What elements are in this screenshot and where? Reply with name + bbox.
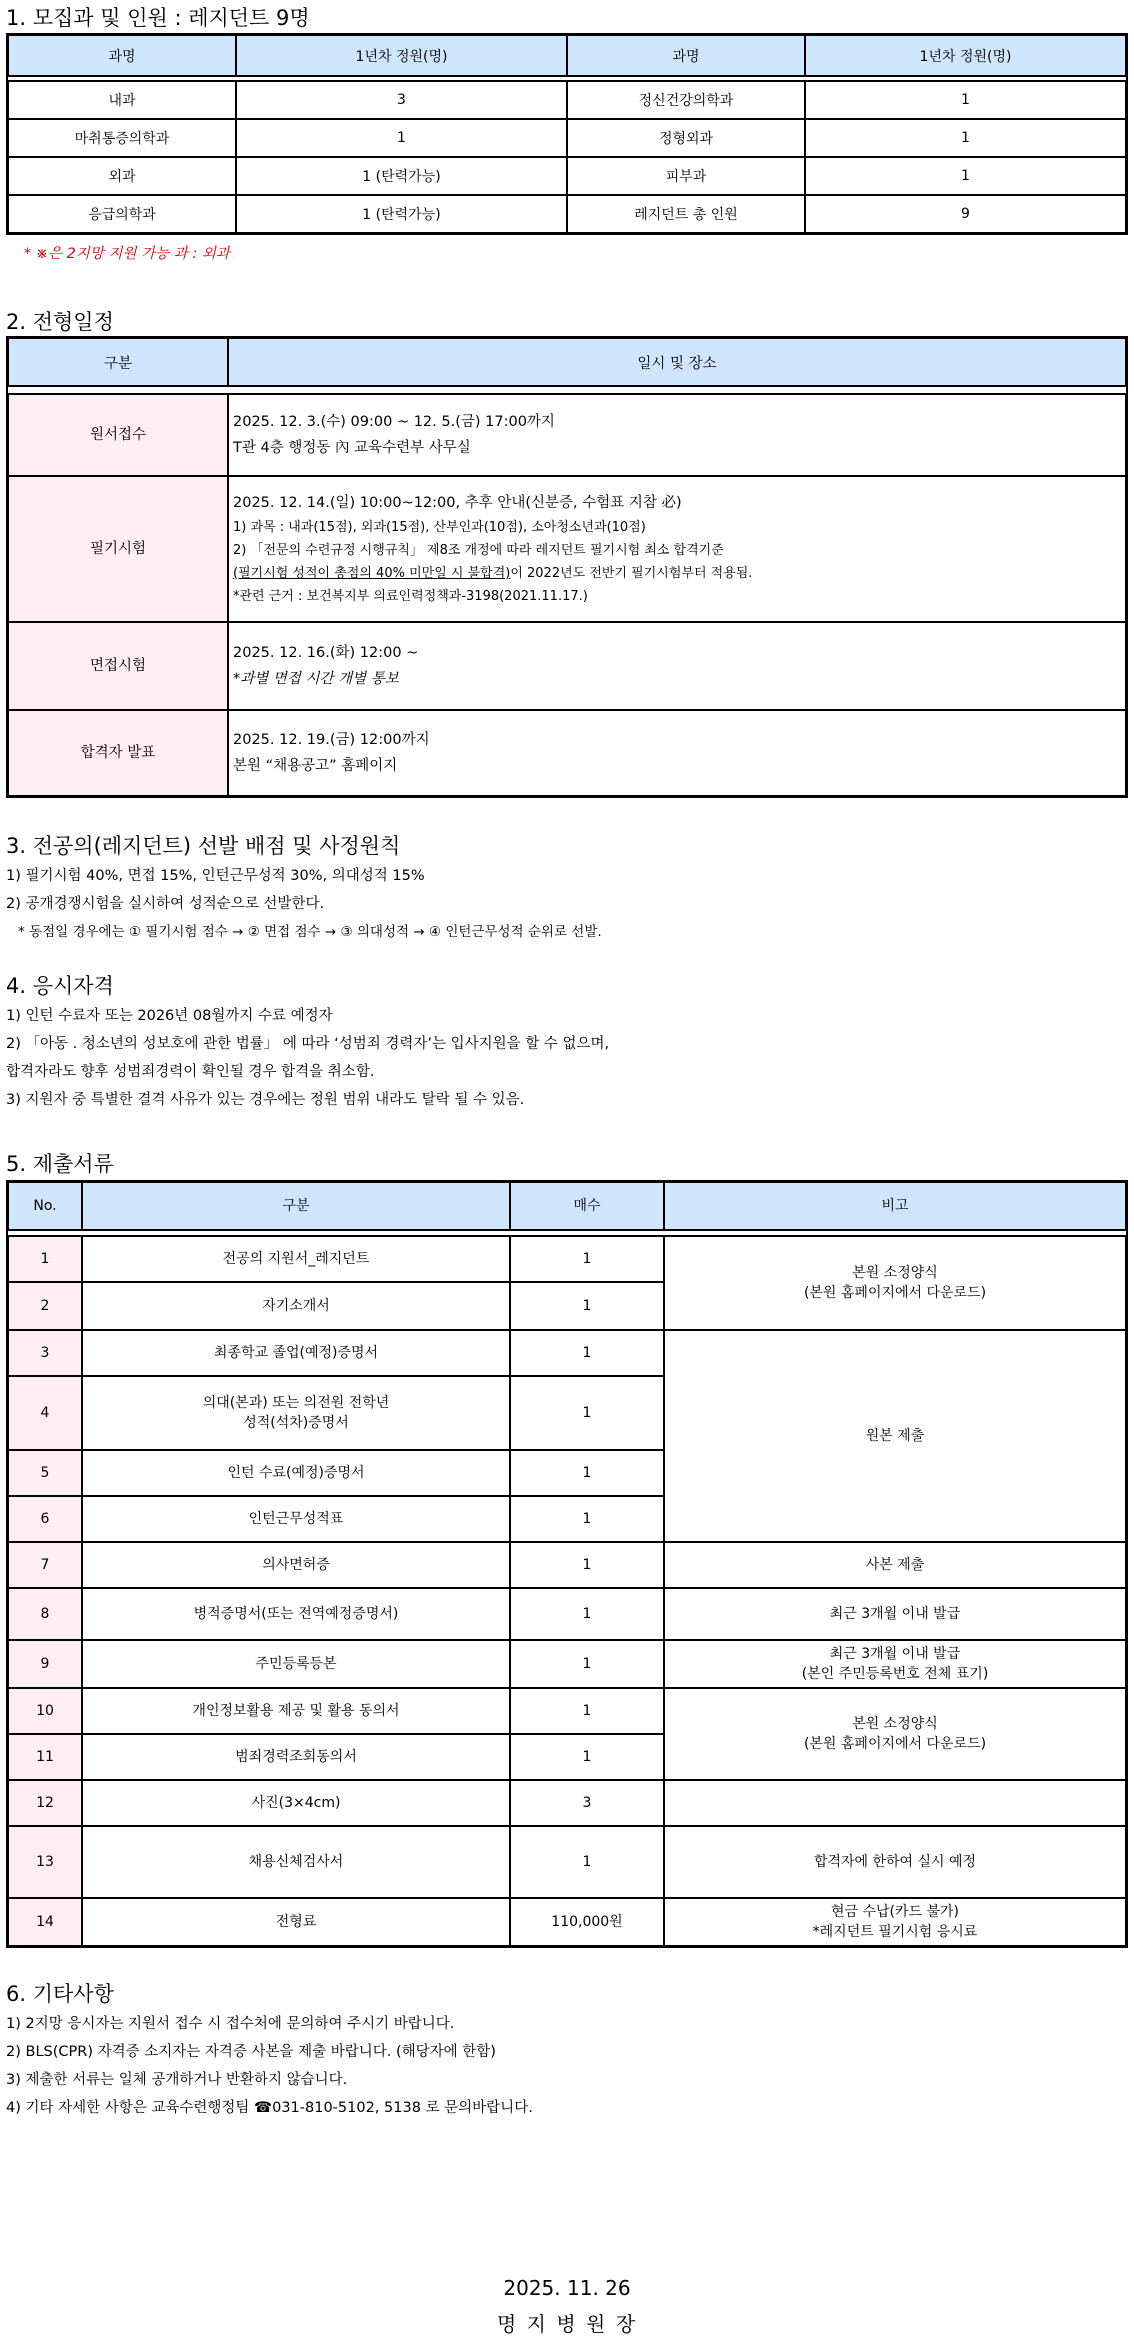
recruitment-table [6, 33, 1128, 235]
cell-count: 1 [510, 1236, 664, 1282]
cell-no: 13 [8, 1826, 82, 1898]
cell: 정형외과 [567, 119, 805, 157]
header-item: 구분 [82, 1182, 510, 1230]
note-line: *레지던트 필기시험 응시료 [812, 1924, 978, 1940]
row-detail [228, 476, 1126, 622]
note-line: (본원 홈페이지에서 다운로드) [803, 1285, 987, 1301]
cell-item: 최종학교 졸업(예정)증명서 [82, 1330, 510, 1376]
cell-item: 사진(3×4cm) [82, 1780, 510, 1826]
section-5-title: 5. 제출서류 [6, 1152, 114, 1176]
table-row [8, 1236, 1126, 1282]
table-row [8, 476, 1126, 622]
header-datetime-place: 일시 및 장소 [228, 338, 1126, 386]
header-note: 비고 [664, 1182, 1126, 1230]
detail-line: *관련 근거 : 보건복지부 의료인력정책과-3198(2021.11.17.) [233, 589, 588, 604]
cell-note-empty [664, 1780, 1126, 1826]
note-line: 본원 소정양식 [852, 1716, 938, 1732]
cell-note: 원본 제출 [664, 1330, 1126, 1542]
cell-item: 주민등록등본 [82, 1640, 510, 1688]
section-1-title: 1. 모집과 및 인원 : 레지던트 9명 [6, 6, 310, 30]
text-line: 3) 지원자 중 특별한 결격 사유가 있는 경우에는 정원 범위 내라도 탈락 될 수 있음. [6, 1092, 525, 1108]
cell-count: 1 [510, 1640, 664, 1688]
table-row [8, 1588, 1126, 1640]
table-row [8, 1898, 1126, 1946]
cell-count: 1 [510, 1542, 664, 1588]
header-dept: 과명 [567, 35, 805, 76]
table-row [8, 195, 1126, 233]
detail-line: T관 4층 행정동 內 교육수련부 사무실 [233, 440, 471, 456]
detail-line: 2025. 12. 19.(금) 12:00까지 [233, 732, 430, 748]
cell-no: 1 [8, 1236, 82, 1282]
text: 이 2022년도 전반기 필기시험부터 적용됨. [510, 566, 753, 581]
cell-count: 1 [510, 1688, 664, 1734]
cell-item: 의사면허증 [82, 1542, 510, 1588]
cell: 내과 [8, 81, 236, 119]
cell-count: 1 [510, 1826, 664, 1898]
cell-note [664, 1898, 1126, 1946]
cell-no: 8 [8, 1588, 82, 1640]
text-line: 2) 공개경쟁시험을 실시하여 성적순으로 선발한다. [6, 896, 325, 912]
cell-item: 채용신체검사서 [82, 1826, 510, 1898]
header-category: 구분 [8, 338, 228, 386]
detail-line: *과별 면접 시간 개별 통보 [233, 671, 399, 687]
cell: 정신건강의학과 [567, 81, 805, 119]
row-label: 면접시험 [8, 622, 228, 710]
cell-item: 인턴 수료(예정)증명서 [82, 1450, 510, 1496]
cell-count: 1 [510, 1376, 664, 1450]
detail-line: 2025. 12. 16.(화) 12:00 ~ [233, 645, 419, 661]
underlined-text: (필기시험 성적이 총점의 40% 미만일 시 불합격) [233, 566, 511, 581]
schedule-table [6, 336, 1128, 798]
text-line: 1) 필기시험 40%, 면접 15%, 인턴근무성적 30%, 의대성적 15% [6, 868, 425, 884]
cell-no: 14 [8, 1898, 82, 1946]
cell-item: 전형료 [82, 1898, 510, 1946]
cell-count: 1 [510, 1496, 664, 1542]
second-choice-note: * ※은 2지망 지원 가능 과 : 외과 [24, 246, 230, 262]
cell: 1 [805, 81, 1126, 119]
cell-count: 3 [510, 1780, 664, 1826]
spacer-row [8, 386, 1126, 394]
header-quota: 1년차 정원(명) [236, 35, 567, 76]
text-line: 2) BLS(CPR) 자격증 소지자는 자격증 사본을 제출 바랍니다. (해당자에 한함) [6, 2044, 496, 2060]
cell-count: 1 [510, 1734, 664, 1780]
cell-note: 사본 제출 [664, 1542, 1126, 1588]
cell-no: 7 [8, 1542, 82, 1588]
table-row [8, 1688, 1126, 1734]
table-row [8, 1780, 1126, 1826]
header-quota: 1년차 정원(명) [805, 35, 1126, 76]
cell-note [664, 1236, 1126, 1330]
cell: 응급의학과 [8, 195, 236, 233]
note-line: 현금 수납(카드 불가) [830, 1904, 960, 1920]
table-row [8, 1640, 1126, 1688]
cell: 9 [805, 195, 1126, 233]
item-line: 의대(본과) 또는 의전원 전학년 [202, 1395, 390, 1411]
item-line: 성적(석차)증명서 [243, 1415, 349, 1431]
detail-line: 본원 “채용공고” 홈페이지 [233, 758, 398, 774]
note-line: 본원 소정양식 [852, 1265, 938, 1281]
cell-item: 자기소개서 [82, 1282, 510, 1330]
cell-no: 5 [8, 1450, 82, 1496]
cell: 1 [805, 157, 1126, 195]
header-count: 매수 [510, 1182, 664, 1230]
cell: 레지던트 총 인원 [567, 195, 805, 233]
row-label: 원서접수 [8, 394, 228, 476]
text-line: 2) 「아동 . 청소년의 성보호에 관한 법률」 에 따라 ‘성범죄 경력자’는 입사지원을 할 수 없으며, [6, 1036, 610, 1052]
table-row [8, 394, 1126, 476]
table-row [8, 710, 1126, 796]
detail-line [233, 562, 1121, 585]
text-line: 3) 제출한 서류는 일체 공개하거나 반환하지 않습니다. [6, 2072, 348, 2088]
cell-count: 1 [510, 1330, 664, 1376]
text-line: 합격자라도 향후 성범죄경력이 확인될 경우 합격을 취소함. [6, 1064, 375, 1080]
cell: 마취통증의학과 [8, 119, 236, 157]
cell-item: 전공의 지원서_레지던트 [82, 1236, 510, 1282]
table-row [8, 81, 1126, 119]
detail-line: 1) 과목 : 내과(15점), 외과(15점), 산부인과(10점), 소아청소년과(10점) [233, 520, 646, 535]
row-detail [228, 710, 1126, 796]
note-line: 최근 3개월 이내 발급 [829, 1646, 961, 1662]
cell-item: 인턴근무성적표 [82, 1496, 510, 1542]
cell-item [82, 1376, 510, 1450]
text-line: 1) 인턴 수료자 또는 2026년 08월까지 수료 예정자 [6, 1008, 333, 1024]
header-dept: 과명 [8, 35, 236, 76]
note-line: (본인 주민등록번호 전체 표기) [801, 1666, 989, 1682]
cell-no: 10 [8, 1688, 82, 1734]
cell-count: 1 [510, 1588, 664, 1640]
cell-note: 최근 3개월 이내 발급 [664, 1588, 1126, 1640]
section-4-title: 4. 응시자격 [6, 974, 114, 998]
cell: 3 [236, 81, 567, 119]
cell-item: 개인정보활용 제공 및 활용 동의서 [82, 1688, 510, 1734]
cell: 외과 [8, 157, 236, 195]
header-no: No. [8, 1182, 82, 1230]
cell-item: 범죄경력조회동의서 [82, 1734, 510, 1780]
cell-count: 1 [510, 1282, 664, 1330]
detail-line: 2025. 12. 3.(수) 09:00 ~ 12. 5.(금) 17:00까지 [233, 414, 555, 430]
table-row [8, 157, 1126, 195]
table-row [8, 1330, 1126, 1376]
text-line: 1) 2지망 응시자는 지원서 접수 시 접수처에 문의하여 주시기 바랍니다. [6, 2016, 455, 2032]
table-row [8, 622, 1126, 710]
cell-no: 6 [8, 1496, 82, 1542]
cell-note: 합격자에 한하여 실시 예정 [664, 1826, 1126, 1898]
cell-item: 병적증명서(또는 전역예정증명서) [82, 1588, 510, 1640]
table-row [8, 119, 1126, 157]
detail-line: 2) 「전문의 수련규정 시행규칙」 제8조 개정에 따라 레지던트 필기시험 최소 합격기준 [233, 543, 724, 558]
table-row [8, 1542, 1126, 1588]
section-2-title: 2. 전형일정 [6, 310, 114, 334]
cell: 1 [805, 119, 1126, 157]
cell-note [664, 1688, 1126, 1780]
cell-no: 4 [8, 1376, 82, 1450]
signer: 명 지 병 원 장 [496, 2312, 638, 2336]
section-3-title: 3. 전공의(레지던트) 선발 배점 및 사정원칙 [6, 834, 401, 858]
cell: 피부과 [567, 157, 805, 195]
cell-no: 12 [8, 1780, 82, 1826]
cell-no: 2 [8, 1282, 82, 1330]
table-row [8, 1826, 1126, 1898]
note-line: (본원 홈페이지에서 다운로드) [803, 1736, 987, 1752]
cell-count: 1 [510, 1450, 664, 1496]
row-label: 필기시험 [8, 476, 228, 622]
cell: 1 (탄력가능) [236, 157, 567, 195]
cell-no: 3 [8, 1330, 82, 1376]
row-detail [228, 622, 1126, 710]
issue-date: 2025. 11. 26 [503, 2276, 631, 2300]
section-6-title: 6. 기타사항 [6, 1982, 114, 2006]
cell-note [664, 1640, 1126, 1688]
documents-table [6, 1180, 1128, 1948]
cell-count: 110,000원 [510, 1898, 664, 1946]
detail-line: 2025. 12. 14.(일) 10:00~12:00, 추후 안내(신분증, 수험표 지참 必) [233, 495, 682, 511]
row-label: 합격자 발표 [8, 710, 228, 796]
text-line: 4) 기타 자세한 사항은 교육수련행정팀 ☎031-810-5102, 5138 로 문의바랍니다. [6, 2100, 533, 2116]
row-detail [228, 394, 1126, 476]
cell: 1 (탄력가능) [236, 195, 567, 233]
text-line: * 동점일 경우에는 ① 필기시험 점수 → ② 면접 점수 → ③ 의대성적 → ④ 인턴근무성적 순위로 선발. [18, 924, 602, 940]
cell: 1 [236, 119, 567, 157]
cell-no: 9 [8, 1640, 82, 1688]
cell-no: 11 [8, 1734, 82, 1780]
